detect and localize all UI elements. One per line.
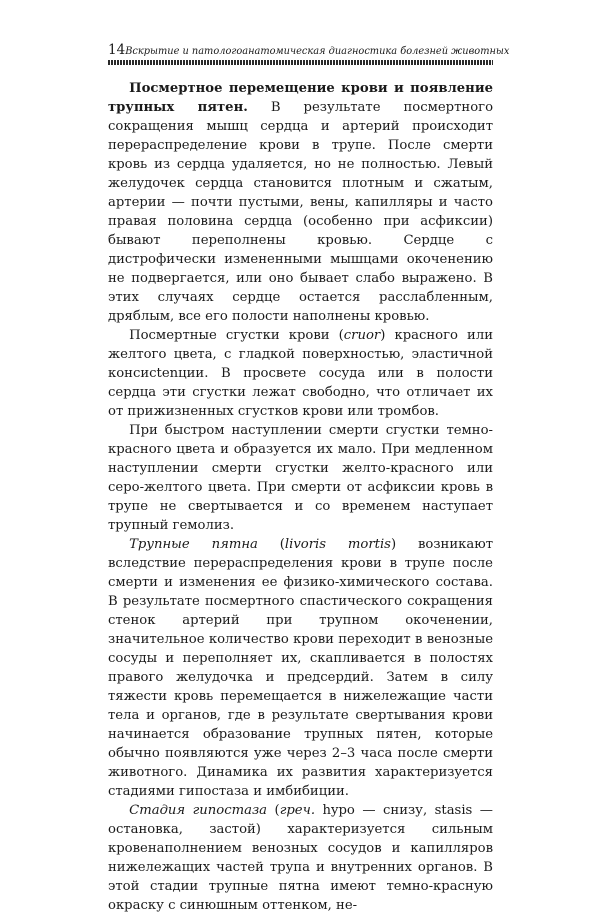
body-text — [108, 79, 493, 915]
term-cadaveric-spots: Трупные пятна — [129, 537, 258, 552]
paragraph-rapid-death — [108, 421, 493, 535]
paragraph-text: ) возникают вследствие перераспределения крови в трупе после смерти и изменения ее физико-химического состава. В результате посмертного спастического сокращения стенок артерий при трупном окоченении, значительное количество крови переходит в венозные сосуды и переполняет их, скапливается в полостях правого желудочка и предсердий. Затем в силу тяжести кровь перемещается в нижележащие части тела и органов, где в результате свертывания крови начинается образование трупных пятен, которые обычно появляются уже через 2–3 часа после смерти животного. Динамика их развития характеризуется стадиями гипостаза и имбибиции. — [108, 537, 493, 799]
paragraph-text: ( — [267, 803, 280, 818]
paragraph-text: В результате посмертного сокращения мышц сердца и артерий происходит перераспределение крови в трупе. После смерти кровь из сердца удаляется, но не полностью. Левый желудочек сердца становится плотным и сжатым, артерии — почти пустыми, вены, капилляры и часто правая половина сердца (особенно при асфиксии) бывают переполнены кровью. Сердце с дистрофически измененными мышцами окоченению не подвергается, или оно бывает слабо выражено. В этих случаях сердце остается расслабленным, дряблым, все его полости наполнены кровью. — [108, 100, 494, 324]
section-heading: Посмертное перемещение крови и появление трупных пятен. — [108, 81, 493, 115]
paragraph-text: ( — [257, 537, 285, 552]
book-page — [108, 42, 510, 915]
abbreviation: греч. — [279, 803, 316, 818]
paragraph-cadaveric-spots — [108, 535, 493, 801]
latin-term: livoris mortis — [284, 537, 391, 552]
running-title: Вскрытие и патологоанатомическая диагностика болезней животных — [125, 46, 510, 57]
term-hypostasis: Стадия гипостаза — [129, 803, 268, 818]
paragraph-text: Посмертные сгустки крови ( — [129, 328, 344, 343]
running-head — [108, 42, 510, 58]
paragraph-clots — [108, 326, 493, 421]
paragraph-text: При быстром наступлении смерти сгустки темно-красного цвета и образуется их мало. При медленном наступлении смерти сгустки желто-красного или серо-желтого цвета. При смерти от асфиксии кровь в трупе не свертывается и со временем наступает трупный гемолиз. — [108, 423, 493, 533]
paragraph-text: hypo — снизу, stasis — остановка, застой) характеризуется сильным кровенаполнением венозных сосудов и капилляров нижележащих частей трупа и внутренних органов. В этой стадии трупные пятна имеют темно-красную окраску с синюшным оттенком, не- — [108, 803, 493, 913]
page-number: 14 — [108, 42, 126, 58]
paragraph-blood-movement — [108, 79, 493, 326]
paragraph-hypostasis — [108, 801, 493, 915]
latin-term: cruor — [343, 328, 381, 343]
paragraph-text: ) красного или желтого цвета, с гладкой поверхностью, эластичной консисtenции. В просвете сосуда или в полости сердца эти сгустки лежат свободно, что отличает их от прижизненных сгустков крови или тромбов. — [108, 328, 493, 419]
header-rule — [108, 60, 493, 65]
